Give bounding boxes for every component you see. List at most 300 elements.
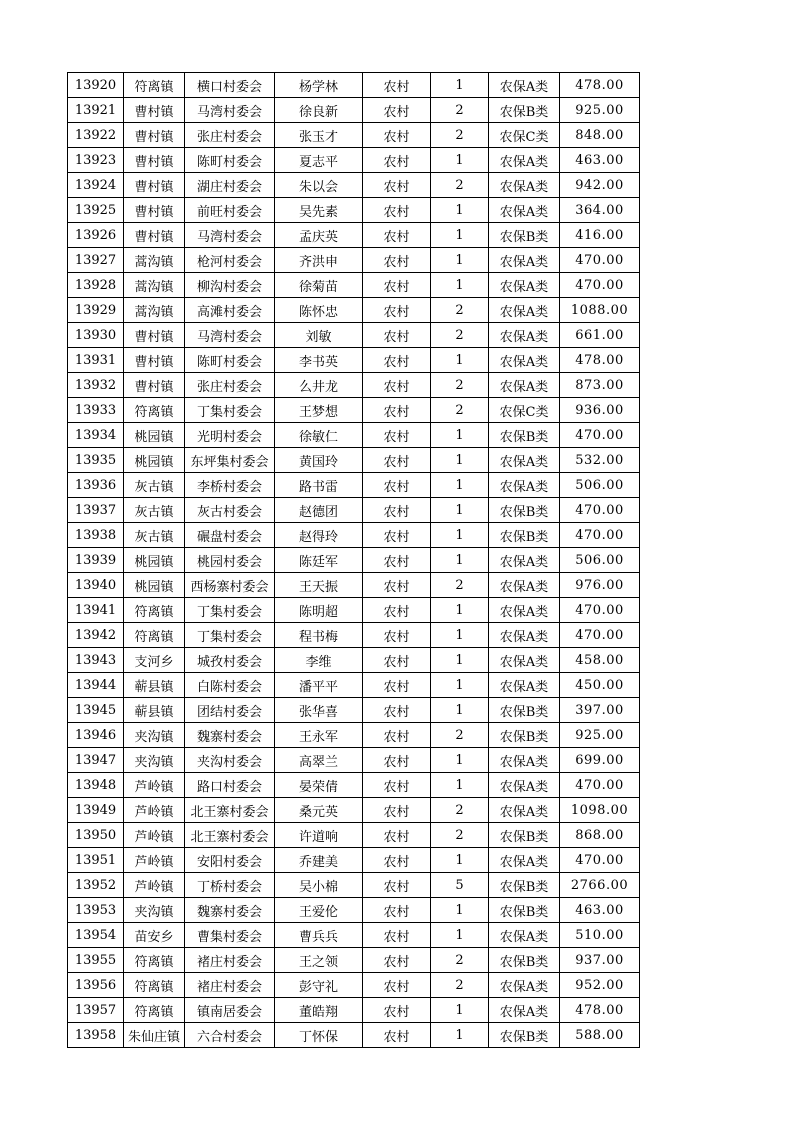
record-id-cell: 13933 <box>68 398 124 423</box>
person-name-cell: 赵德团 <box>275 498 363 523</box>
insurance-category-cell: 农保B类 <box>489 898 560 923</box>
household-type-cell: 农村 <box>363 573 431 598</box>
household-type-cell: 农村 <box>363 998 431 1023</box>
record-id-cell: 13942 <box>68 623 124 648</box>
town-cell: 灰古镇 <box>124 473 185 498</box>
records-table <box>67 72 640 1048</box>
village-cell: 张庄村委会 <box>185 373 275 398</box>
people-count-cell: 2 <box>431 173 489 198</box>
insurance-category-cell: 农保A类 <box>489 273 560 298</box>
people-count-cell: 1 <box>431 673 489 698</box>
amount-cell: 873.00 <box>560 373 640 398</box>
insurance-category-cell: 农保B类 <box>489 1023 560 1048</box>
town-cell: 曹村镇 <box>124 173 185 198</box>
town-cell: 蒿沟镇 <box>124 298 185 323</box>
table-row <box>68 123 640 148</box>
village-cell: 丁集村委会 <box>185 598 275 623</box>
person-name-cell: 潘平平 <box>275 673 363 698</box>
people-count-cell: 1 <box>431 523 489 548</box>
person-name-cell: 陈明超 <box>275 598 363 623</box>
village-cell: 六合村委会 <box>185 1023 275 1048</box>
household-type-cell: 农村 <box>363 698 431 723</box>
amount-cell: 416.00 <box>560 223 640 248</box>
village-cell: 夹沟村委会 <box>185 748 275 773</box>
household-type-cell: 农村 <box>363 598 431 623</box>
insurance-category-cell: 农保A类 <box>489 673 560 698</box>
amount-cell: 699.00 <box>560 748 640 773</box>
amount-cell: 942.00 <box>560 173 640 198</box>
village-cell: 枪河村委会 <box>185 248 275 273</box>
record-id-cell: 13954 <box>68 923 124 948</box>
person-name-cell: 丁怀保 <box>275 1023 363 1048</box>
insurance-category-cell: 农保A类 <box>489 848 560 873</box>
household-type-cell: 农村 <box>363 973 431 998</box>
village-cell: 魏寨村委会 <box>185 723 275 748</box>
town-cell: 曹村镇 <box>124 98 185 123</box>
person-name-cell: 桑元英 <box>275 798 363 823</box>
household-type-cell: 农村 <box>363 948 431 973</box>
village-cell: 魏寨村委会 <box>185 898 275 923</box>
insurance-category-cell: 农保A类 <box>489 923 560 948</box>
insurance-category-cell: 农保A类 <box>489 323 560 348</box>
town-cell: 苗安乡 <box>124 923 185 948</box>
village-cell: 马湾村委会 <box>185 323 275 348</box>
household-type-cell: 农村 <box>363 873 431 898</box>
household-type-cell: 农村 <box>363 748 431 773</box>
record-id-cell: 13946 <box>68 723 124 748</box>
household-type-cell: 农村 <box>363 73 431 98</box>
amount-cell: 925.00 <box>560 723 640 748</box>
village-cell: 路口村委会 <box>185 773 275 798</box>
person-name-cell: 刘敏 <box>275 323 363 348</box>
people-count-cell: 1 <box>431 598 489 623</box>
people-count-cell: 1 <box>431 148 489 173</box>
town-cell: 夹沟镇 <box>124 748 185 773</box>
town-cell: 蒿沟镇 <box>124 248 185 273</box>
household-type-cell: 农村 <box>363 298 431 323</box>
table-row <box>68 148 640 173</box>
person-name-cell: 杨学林 <box>275 73 363 98</box>
insurance-category-cell: 农保B类 <box>489 698 560 723</box>
person-name-cell: 程书梅 <box>275 623 363 648</box>
household-type-cell: 农村 <box>363 248 431 273</box>
household-type-cell: 农村 <box>363 173 431 198</box>
people-count-cell: 2 <box>431 398 489 423</box>
record-id-cell: 13940 <box>68 573 124 598</box>
table-row <box>68 748 640 773</box>
record-id-cell: 13956 <box>68 973 124 998</box>
people-count-cell: 2 <box>431 298 489 323</box>
village-cell: 李桥村委会 <box>185 473 275 498</box>
amount-cell: 937.00 <box>560 948 640 973</box>
household-type-cell: 农村 <box>363 548 431 573</box>
person-name-cell: 张华喜 <box>275 698 363 723</box>
table-row <box>68 948 640 973</box>
record-id-cell: 13949 <box>68 798 124 823</box>
village-cell: 马湾村委会 <box>185 98 275 123</box>
household-type-cell: 农村 <box>363 773 431 798</box>
insurance-category-cell: 农保A类 <box>489 748 560 773</box>
amount-cell: 478.00 <box>560 73 640 98</box>
person-name-cell: 彭守礼 <box>275 973 363 998</box>
insurance-category-cell: 农保A类 <box>489 598 560 623</box>
record-id-cell: 13944 <box>68 673 124 698</box>
record-id-cell: 13934 <box>68 423 124 448</box>
insurance-category-cell: 农保B类 <box>489 523 560 548</box>
table-row <box>68 823 640 848</box>
village-cell: 白陈村委会 <box>185 673 275 698</box>
people-count-cell: 2 <box>431 723 489 748</box>
table-row <box>68 373 640 398</box>
insurance-category-cell: 农保A类 <box>489 973 560 998</box>
village-cell: 北王寨村委会 <box>185 823 275 848</box>
record-id-cell: 13945 <box>68 698 124 723</box>
people-count-cell: 1 <box>431 648 489 673</box>
village-cell: 碾盘村委会 <box>185 523 275 548</box>
village-cell: 团结村委会 <box>185 698 275 723</box>
town-cell: 曹村镇 <box>124 123 185 148</box>
village-cell: 西杨寨村委会 <box>185 573 275 598</box>
people-count-cell: 5 <box>431 873 489 898</box>
record-id-cell: 13957 <box>68 998 124 1023</box>
record-id-cell: 13923 <box>68 148 124 173</box>
village-cell: 城孜村委会 <box>185 648 275 673</box>
insurance-category-cell: 农保A类 <box>489 373 560 398</box>
village-cell: 东坪集村委会 <box>185 448 275 473</box>
household-type-cell: 农村 <box>363 423 431 448</box>
person-name-cell: 朱以会 <box>275 173 363 198</box>
insurance-category-cell: 农保B类 <box>489 98 560 123</box>
village-cell: 镇南居委会 <box>185 998 275 1023</box>
people-count-cell: 1 <box>431 498 489 523</box>
insurance-category-cell: 农保A类 <box>489 998 560 1023</box>
insurance-category-cell: 农保A类 <box>489 623 560 648</box>
table-row <box>68 398 640 423</box>
amount-cell: 1088.00 <box>560 298 640 323</box>
insurance-category-cell: 农保C类 <box>489 398 560 423</box>
amount-cell: 868.00 <box>560 823 640 848</box>
town-cell: 曹村镇 <box>124 373 185 398</box>
town-cell: 曹村镇 <box>124 323 185 348</box>
people-count-cell: 1 <box>431 548 489 573</box>
household-type-cell: 农村 <box>363 798 431 823</box>
town-cell: 桃园镇 <box>124 448 185 473</box>
record-id-cell: 13926 <box>68 223 124 248</box>
amount-cell: 532.00 <box>560 448 640 473</box>
insurance-category-cell: 农保A类 <box>489 548 560 573</box>
table-row <box>68 298 640 323</box>
records-body <box>68 73 640 1048</box>
record-id-cell: 13931 <box>68 348 124 373</box>
town-cell: 蕲县镇 <box>124 673 185 698</box>
table-row <box>68 548 640 573</box>
people-count-cell: 1 <box>431 423 489 448</box>
table-row <box>68 923 640 948</box>
insurance-category-cell: 农保B类 <box>489 823 560 848</box>
people-count-cell: 1 <box>431 748 489 773</box>
table-row <box>68 973 640 998</box>
household-type-cell: 农村 <box>363 198 431 223</box>
household-type-cell: 农村 <box>363 323 431 348</box>
household-type-cell: 农村 <box>363 448 431 473</box>
table-row <box>68 248 640 273</box>
record-id-cell: 13927 <box>68 248 124 273</box>
table-row <box>68 573 640 598</box>
person-name-cell: 徐良新 <box>275 98 363 123</box>
amount-cell: 1098.00 <box>560 798 640 823</box>
village-cell: 陈町村委会 <box>185 148 275 173</box>
record-id-cell: 13958 <box>68 1023 124 1048</box>
table-row <box>68 323 640 348</box>
person-name-cell: 徐敏仁 <box>275 423 363 448</box>
table-row <box>68 223 640 248</box>
amount-cell: 506.00 <box>560 548 640 573</box>
household-type-cell: 农村 <box>363 398 431 423</box>
table-row <box>68 73 640 98</box>
insurance-category-cell: 农保A类 <box>489 248 560 273</box>
household-type-cell: 农村 <box>363 373 431 398</box>
amount-cell: 470.00 <box>560 423 640 448</box>
village-cell: 高滩村委会 <box>185 298 275 323</box>
person-name-cell: 陈怀忠 <box>275 298 363 323</box>
amount-cell: 470.00 <box>560 498 640 523</box>
amount-cell: 463.00 <box>560 148 640 173</box>
household-type-cell: 农村 <box>363 523 431 548</box>
person-name-cell: 董皓翔 <box>275 998 363 1023</box>
record-id-cell: 13955 <box>68 948 124 973</box>
person-name-cell: 李书英 <box>275 348 363 373</box>
amount-cell: 458.00 <box>560 648 640 673</box>
people-count-cell: 2 <box>431 373 489 398</box>
record-id-cell: 13922 <box>68 123 124 148</box>
person-name-cell: 王永军 <box>275 723 363 748</box>
table-row <box>68 473 640 498</box>
table-row <box>68 773 640 798</box>
town-cell: 芦岭镇 <box>124 823 185 848</box>
town-cell: 桃园镇 <box>124 548 185 573</box>
insurance-category-cell: 农保A类 <box>489 573 560 598</box>
people-count-cell: 1 <box>431 248 489 273</box>
household-type-cell: 农村 <box>363 223 431 248</box>
people-count-cell: 2 <box>431 798 489 823</box>
person-name-cell: 路书雷 <box>275 473 363 498</box>
amount-cell: 506.00 <box>560 473 640 498</box>
people-count-cell: 1 <box>431 698 489 723</box>
town-cell: 符离镇 <box>124 598 185 623</box>
town-cell: 符离镇 <box>124 398 185 423</box>
person-name-cell: 曹兵兵 <box>275 923 363 948</box>
village-cell: 安阳村委会 <box>185 848 275 873</box>
village-cell: 湖庄村委会 <box>185 173 275 198</box>
household-type-cell: 农村 <box>363 473 431 498</box>
village-cell: 光明村委会 <box>185 423 275 448</box>
person-name-cell: 吴小棉 <box>275 873 363 898</box>
people-count-cell: 2 <box>431 323 489 348</box>
town-cell: 曹村镇 <box>124 198 185 223</box>
table-row <box>68 848 640 873</box>
people-count-cell: 2 <box>431 98 489 123</box>
record-id-cell: 13943 <box>68 648 124 673</box>
amount-cell: 470.00 <box>560 773 640 798</box>
table-row <box>68 448 640 473</box>
record-id-cell: 13930 <box>68 323 124 348</box>
amount-cell: 463.00 <box>560 898 640 923</box>
insurance-category-cell: 农保B类 <box>489 223 560 248</box>
table-row <box>68 498 640 523</box>
insurance-category-cell: 农保A类 <box>489 348 560 373</box>
record-id-cell: 13947 <box>68 748 124 773</box>
table-row <box>68 873 640 898</box>
people-count-cell: 1 <box>431 273 489 298</box>
amount-cell: 478.00 <box>560 348 640 373</box>
person-name-cell: 孟庆英 <box>275 223 363 248</box>
people-count-cell: 1 <box>431 348 489 373</box>
table-row <box>68 423 640 448</box>
people-count-cell: 1 <box>431 198 489 223</box>
village-cell: 柳沟村委会 <box>185 273 275 298</box>
table-row <box>68 998 640 1023</box>
record-id-cell: 13948 <box>68 773 124 798</box>
record-id-cell: 13935 <box>68 448 124 473</box>
household-type-cell: 农村 <box>363 348 431 373</box>
people-count-cell: 1 <box>431 898 489 923</box>
people-count-cell: 1 <box>431 848 489 873</box>
village-cell: 陈町村委会 <box>185 348 275 373</box>
town-cell: 蒿沟镇 <box>124 273 185 298</box>
town-cell: 朱仙庄镇 <box>124 1023 185 1048</box>
people-count-cell: 2 <box>431 823 489 848</box>
people-count-cell: 1 <box>431 473 489 498</box>
person-name-cell: 乔建美 <box>275 848 363 873</box>
person-name-cell: 王爱伦 <box>275 898 363 923</box>
village-cell: 张庄村委会 <box>185 123 275 148</box>
person-name-cell: 陈廷军 <box>275 548 363 573</box>
town-cell: 桃园镇 <box>124 423 185 448</box>
table-row <box>68 898 640 923</box>
people-count-cell: 1 <box>431 773 489 798</box>
person-name-cell: 黄国玲 <box>275 448 363 473</box>
record-id-cell: 13950 <box>68 823 124 848</box>
table-row <box>68 198 640 223</box>
insurance-category-cell: 农保A类 <box>489 773 560 798</box>
amount-cell: 470.00 <box>560 623 640 648</box>
insurance-category-cell: 农保A类 <box>489 173 560 198</box>
insurance-category-cell: 农保A类 <box>489 148 560 173</box>
insurance-category-cell: 农保A类 <box>489 198 560 223</box>
record-id-cell: 13941 <box>68 598 124 623</box>
people-count-cell: 1 <box>431 1023 489 1048</box>
people-count-cell: 1 <box>431 998 489 1023</box>
person-name-cell: 李维 <box>275 648 363 673</box>
village-cell: 马湾村委会 <box>185 223 275 248</box>
insurance-category-cell: 农保A类 <box>489 73 560 98</box>
person-name-cell: 许道响 <box>275 823 363 848</box>
record-id-cell: 13953 <box>68 898 124 923</box>
household-type-cell: 农村 <box>363 648 431 673</box>
household-type-cell: 农村 <box>363 923 431 948</box>
insurance-category-cell: 农保B类 <box>489 873 560 898</box>
table-row <box>68 273 640 298</box>
record-id-cell: 13937 <box>68 498 124 523</box>
insurance-category-cell: 农保A类 <box>489 473 560 498</box>
household-type-cell: 农村 <box>363 673 431 698</box>
record-id-cell: 13921 <box>68 98 124 123</box>
town-cell: 夹沟镇 <box>124 898 185 923</box>
person-name-cell: 吴先素 <box>275 198 363 223</box>
amount-cell: 470.00 <box>560 273 640 298</box>
amount-cell: 848.00 <box>560 123 640 148</box>
table-row <box>68 1023 640 1048</box>
person-name-cell: 王之领 <box>275 948 363 973</box>
amount-cell: 450.00 <box>560 673 640 698</box>
table-row <box>68 798 640 823</box>
person-name-cell: 晏荣倩 <box>275 773 363 798</box>
household-type-cell: 农村 <box>363 273 431 298</box>
people-count-cell: 1 <box>431 223 489 248</box>
record-id-cell: 13951 <box>68 848 124 873</box>
people-count-cell: 2 <box>431 973 489 998</box>
town-cell: 符离镇 <box>124 973 185 998</box>
household-type-cell: 农村 <box>363 123 431 148</box>
record-id-cell: 13952 <box>68 873 124 898</box>
town-cell: 曹村镇 <box>124 148 185 173</box>
table-row <box>68 673 640 698</box>
table-row <box>68 98 640 123</box>
village-cell: 横口村委会 <box>185 73 275 98</box>
table-row <box>68 348 640 373</box>
record-id-cell: 13925 <box>68 198 124 223</box>
amount-cell: 588.00 <box>560 1023 640 1048</box>
record-id-cell: 13939 <box>68 548 124 573</box>
village-cell: 桃园村委会 <box>185 548 275 573</box>
table-row <box>68 523 640 548</box>
household-type-cell: 农村 <box>363 723 431 748</box>
town-cell: 蕲县镇 <box>124 698 185 723</box>
record-id-cell: 13936 <box>68 473 124 498</box>
amount-cell: 976.00 <box>560 573 640 598</box>
people-count-cell: 2 <box>431 948 489 973</box>
town-cell: 曹村镇 <box>124 348 185 373</box>
person-name-cell: 王天振 <box>275 573 363 598</box>
village-cell: 丁集村委会 <box>185 623 275 648</box>
table-row <box>68 698 640 723</box>
record-id-cell: 13932 <box>68 373 124 398</box>
person-name-cell: 齐洪申 <box>275 248 363 273</box>
town-cell: 夹沟镇 <box>124 723 185 748</box>
town-cell: 芦岭镇 <box>124 773 185 798</box>
table-row <box>68 623 640 648</box>
town-cell: 符离镇 <box>124 623 185 648</box>
amount-cell: 925.00 <box>560 98 640 123</box>
town-cell: 符离镇 <box>124 998 185 1023</box>
insurance-category-cell: 农保B类 <box>489 948 560 973</box>
people-count-cell: 1 <box>431 923 489 948</box>
amount-cell: 478.00 <box>560 998 640 1023</box>
household-type-cell: 农村 <box>363 848 431 873</box>
record-id-cell: 13938 <box>68 523 124 548</box>
person-name-cell: 夏志平 <box>275 148 363 173</box>
household-type-cell: 农村 <box>363 1023 431 1048</box>
village-cell: 丁集村委会 <box>185 398 275 423</box>
insurance-category-cell: 农保B类 <box>489 723 560 748</box>
household-type-cell: 农村 <box>363 823 431 848</box>
person-name-cell: 徐菊苗 <box>275 273 363 298</box>
household-type-cell: 农村 <box>363 98 431 123</box>
amount-cell: 397.00 <box>560 698 640 723</box>
amount-cell: 364.00 <box>560 198 640 223</box>
town-cell: 灰古镇 <box>124 498 185 523</box>
household-type-cell: 农村 <box>363 498 431 523</box>
